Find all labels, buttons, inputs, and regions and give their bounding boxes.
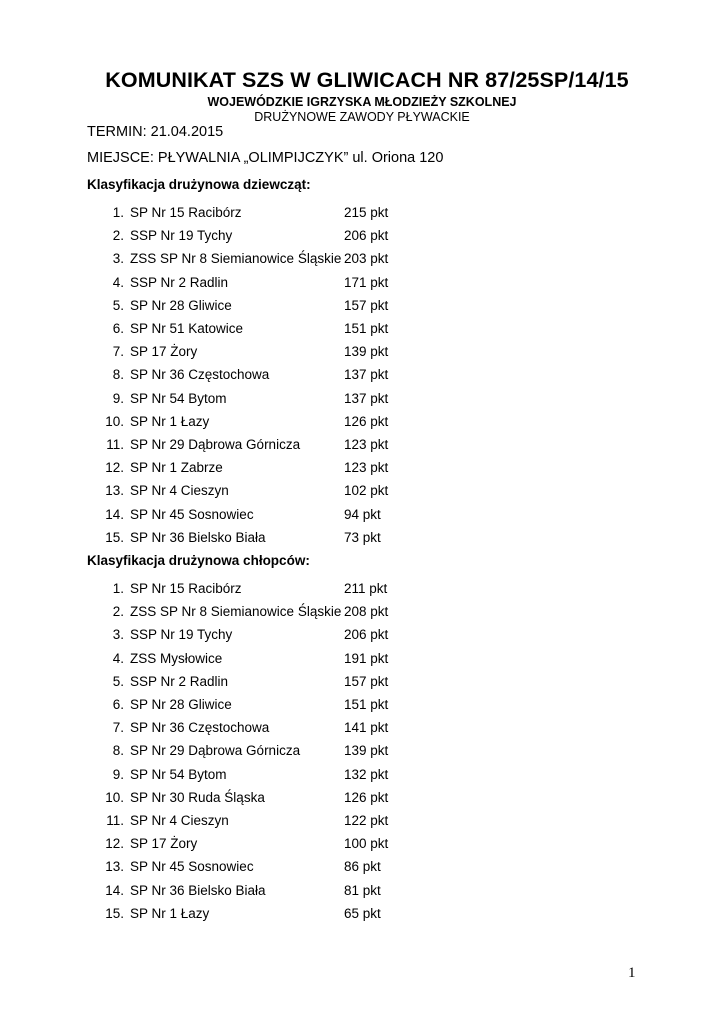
school-name: SP Nr 1 Zabrze	[130, 460, 223, 476]
points-value: 100 pkt	[344, 836, 389, 852]
document-subtitle: WOJEWÓDZKIE IGRZYSKA MŁODZIEŻY SZKOLNEJ	[207, 95, 517, 109]
school-name: SP Nr 15 Racibórz	[130, 205, 242, 220]
school-name: SP 17 Żory	[130, 344, 198, 360]
school-name: SP Nr 4 Cieszyn	[130, 813, 229, 828]
rank-number: 10.	[105, 789, 124, 805]
points-value: 73 pkt	[344, 529, 381, 545]
points-value: 151 pkt	[344, 321, 389, 336]
rank-number: 4.	[112, 274, 124, 290]
school-name: SP 17 Żory	[130, 836, 198, 852]
school-name: SP Nr 1 Łazy	[130, 905, 210, 921]
points-value: 139 pkt	[344, 344, 389, 360]
school-name: SP Nr 1 Łazy	[130, 413, 210, 429]
points-value: 203 pkt	[344, 251, 389, 267]
school-name: SP Nr 54 Bytom	[130, 390, 227, 406]
rank-number: 12.	[105, 460, 124, 476]
points-value: 191 pkt	[344, 650, 389, 666]
rank-number: 3.	[112, 251, 124, 267]
points-value: 211 pkt	[344, 581, 388, 596]
rank-number: 15.	[105, 905, 124, 921]
rank-number: 11.	[106, 437, 124, 452]
event-location: MIEJSCE: PŁYWALNIA „OLIMPIJCZYK” ul. Oriona 120	[87, 150, 444, 166]
points-value: 157 pkt	[344, 297, 389, 313]
school-name: SSP Nr 19 Tychy	[130, 627, 233, 643]
school-name: SP Nr 36 Bielsko Biała	[130, 529, 266, 545]
rank-number: 5.	[112, 297, 124, 313]
points-value: 157 pkt	[344, 673, 389, 689]
points-value: 65 pkt	[344, 905, 381, 921]
school-name: SP Nr 54 Bytom	[130, 766, 227, 782]
rank-number: 10.	[105, 413, 124, 429]
points-value: 123 pkt	[344, 460, 389, 476]
rank-number: 9.	[112, 766, 124, 782]
girls-classification-heading: Klasyfikacja drużynowa dziewcząt:	[87, 177, 311, 192]
school-name: SP Nr 51 Katowice	[130, 321, 244, 336]
school-name: SP Nr 45 Sosnowiec	[130, 859, 254, 875]
school-name: SP Nr 45 Sosnowiec	[130, 506, 254, 522]
rank-number: 13.	[105, 859, 124, 875]
rank-number: 5.	[112, 673, 124, 689]
points-value: 206 pkt	[344, 627, 389, 643]
school-name: SP Nr 30 Ruda Śląska	[130, 789, 265, 805]
points-value: 86 pkt	[344, 859, 381, 875]
points-value: 102 pkt	[344, 483, 389, 499]
points-value: 94 pkt	[344, 506, 381, 522]
school-name: SSP Nr 2 Radlin	[130, 673, 229, 689]
rank-number: 15.	[105, 529, 124, 545]
rank-number: 1.	[112, 205, 124, 220]
rank-number: 3.	[112, 627, 124, 643]
points-value: 132 pkt	[344, 766, 389, 782]
school-name: SP Nr 36 Częstochowa	[130, 720, 270, 736]
rank-number: 11.	[106, 813, 124, 828]
points-value: 206 pkt	[344, 228, 389, 244]
rank-number: 13.	[105, 483, 124, 499]
rank-number: 1.	[112, 581, 124, 596]
school-name: SSP Nr 19 Tychy	[130, 228, 233, 244]
points-value: 81 pkt	[344, 882, 381, 898]
points-value: 215 pkt	[344, 205, 389, 220]
school-name: SSP Nr 2 Radlin	[130, 274, 229, 290]
school-name: SP Nr 29 Dąbrowa Górnicza	[130, 437, 301, 452]
points-value: 126 pkt	[344, 413, 389, 429]
page-number: 1	[628, 965, 636, 981]
points-value: 123 pkt	[344, 437, 389, 452]
rank-number: 12.	[105, 836, 124, 852]
school-name: SP Nr 29 Dąbrowa Górnicza	[130, 743, 301, 759]
rank-number: 6.	[112, 697, 124, 712]
points-value: 139 pkt	[344, 743, 389, 759]
rank-number: 4.	[112, 650, 124, 666]
points-value: 137 pkt	[344, 367, 389, 383]
document-title: KOMUNIKAT SZS W GLIWICACH NR 87/25SP/14/15	[105, 68, 629, 92]
school-name: SP Nr 28 Gliwice	[130, 297, 232, 313]
rank-number: 8.	[112, 367, 124, 383]
points-value: 151 pkt	[344, 697, 389, 712]
rank-number: 7.	[112, 344, 124, 360]
points-value: 122 pkt	[344, 813, 389, 828]
boys-classification-heading: Klasyfikacja drużynowa chłopców:	[87, 553, 310, 568]
rank-number: 9.	[112, 390, 124, 406]
rank-number: 14.	[105, 882, 124, 898]
school-name: SP Nr 36 Bielsko Biała	[130, 882, 266, 898]
rank-number: 6.	[112, 321, 124, 336]
rank-number: 7.	[112, 720, 124, 736]
school-name: SP Nr 28 Gliwice	[130, 697, 232, 712]
rank-number: 2.	[112, 228, 124, 244]
school-name: ZSS Mysłowice	[130, 650, 223, 666]
school-name: SP Nr 4 Cieszyn	[130, 483, 229, 499]
rank-number: 14.	[105, 506, 124, 522]
points-value: 137 pkt	[344, 390, 389, 406]
rank-number: 8.	[112, 743, 124, 759]
school-name: SP Nr 15 Racibórz	[130, 581, 242, 596]
points-value: 141 pkt	[344, 720, 389, 736]
school-name: ZSS SP Nr 8 Siemianowice Śląskie	[130, 251, 342, 267]
school-name: SP Nr 36 Częstochowa	[130, 367, 270, 383]
points-value: 208 pkt	[344, 604, 389, 620]
document-subtitle-event: DRUŻYNOWE ZAWODY PŁYWACKIE	[254, 110, 470, 124]
points-value: 126 pkt	[344, 789, 389, 805]
points-value: 171 pkt	[344, 274, 389, 290]
event-date: TERMIN: 21.04.2015	[87, 124, 224, 140]
school-name: ZSS SP Nr 8 Siemianowice Śląskie	[130, 604, 342, 620]
rank-number: 2.	[112, 604, 124, 620]
